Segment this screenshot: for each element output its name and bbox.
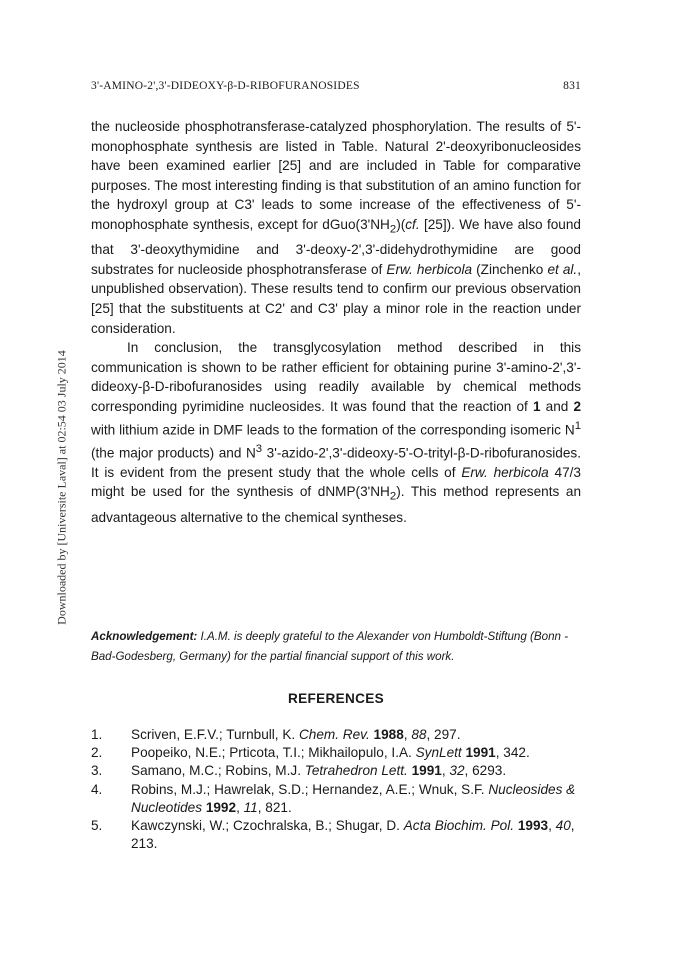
reference-item: 5. Kawczynski, W.; Czochralska, B.; Shugar, D. Acta Biochim. Pol. 1993, 40, 213. [91,818,575,852]
paragraph-2: In conclusion, the transglycosylation method described in this communication is shown to be rather efficient for obtaining purine 3'-amino-2',3'-dideoxy-β-D-ribofuranosides using readily available by chemical methods corresponding pyrimidine nucleosides. It was found that the reaction of 1 and 2 with lithium azide in DMF leads to the formation of the corresponding isomeric $N^1$ (the major products) and $N^3$ 3'-azido-2',3'-dideoxy-5'-O-trityl-β-D-ribofuranosides. It is evident from the present study that the whole cells of Erw. herbicola 47/3 might be used for the synthesis of $dNMP(3'NH_2)$. This method represents an advantageous alternative to the chemical syntheses. [91,340,582,525]
reference-item: 2. Poopeiko, N.E.; Prticota, T.I.; Mikhailopulo, I.A. SynLett 1991, 342. [91,745,530,761]
reference-item: 4. Robins, M.J.; Hawrelak, S.D.; Hernandez, A.E.; Wnuk, S.F. Nucleosides & Nucleotides 1992, 11, 821. [91,781,576,815]
paragraph-1: the nucleoside phosphotransferase-catalyzed phosphorylation. The results of 5'-monophosphate synthesis are listed in Table. Natural 2'-deoxyribonucleosides have been examined earlier [25] and are included in Table for comparative purposes. The most interesting finding is that substitution of an amino function for the hydroxyl group at C3' leads to some increase of the effectiveness of 5'-monophosphate synthesis, except for $dGuo(3'NH_2)(cf$. [25]). We have also found that 3'-deoxythymidine and 3'-deoxy-2',3'-didehydrothymidine are good substrates for nucleoside phosphotransferase of Erw. herbicola (Zinchenko et al., unpublished observation). These results tend to confirm our previous observation [25] that the substituents at C2' and C3' play a minor role in the reaction under consideration. [91,119,581,336]
reference-list [91,726,581,853]
running-header [91,80,581,92]
acknowledgement-text: I.A.M. is deeply grateful to the Alexander von Humboldt-Stiftung (Bonn - Bad-Godesberg, Germany) for the partial financial support of this work. [91,630,569,663]
download-watermark: Downloaded by [Universite Laval] at 02:54 03 July 2014 [54,350,69,625]
reference-item: 3. Samano, M.C.; Robins, M.J. Tetrahedron Lett. 1991, 32, 6293. [91,763,507,779]
main-text [91,117,581,527]
page-number: 831 [563,80,581,92]
reference-item: 1. Scriven, E.F.V.; Turnbull, K. Chem. Rev. 1988, 88, 297. [91,727,461,742]
acknowledgement-label: Acknowledgement: [91,630,198,643]
acknowledgement [91,627,586,667]
running-title: 3'-AMINO-2',3'-DIDEOXY-β-D-RIBOFURANOSIDES [91,80,360,92]
references-heading: REFERENCES [288,691,384,706]
